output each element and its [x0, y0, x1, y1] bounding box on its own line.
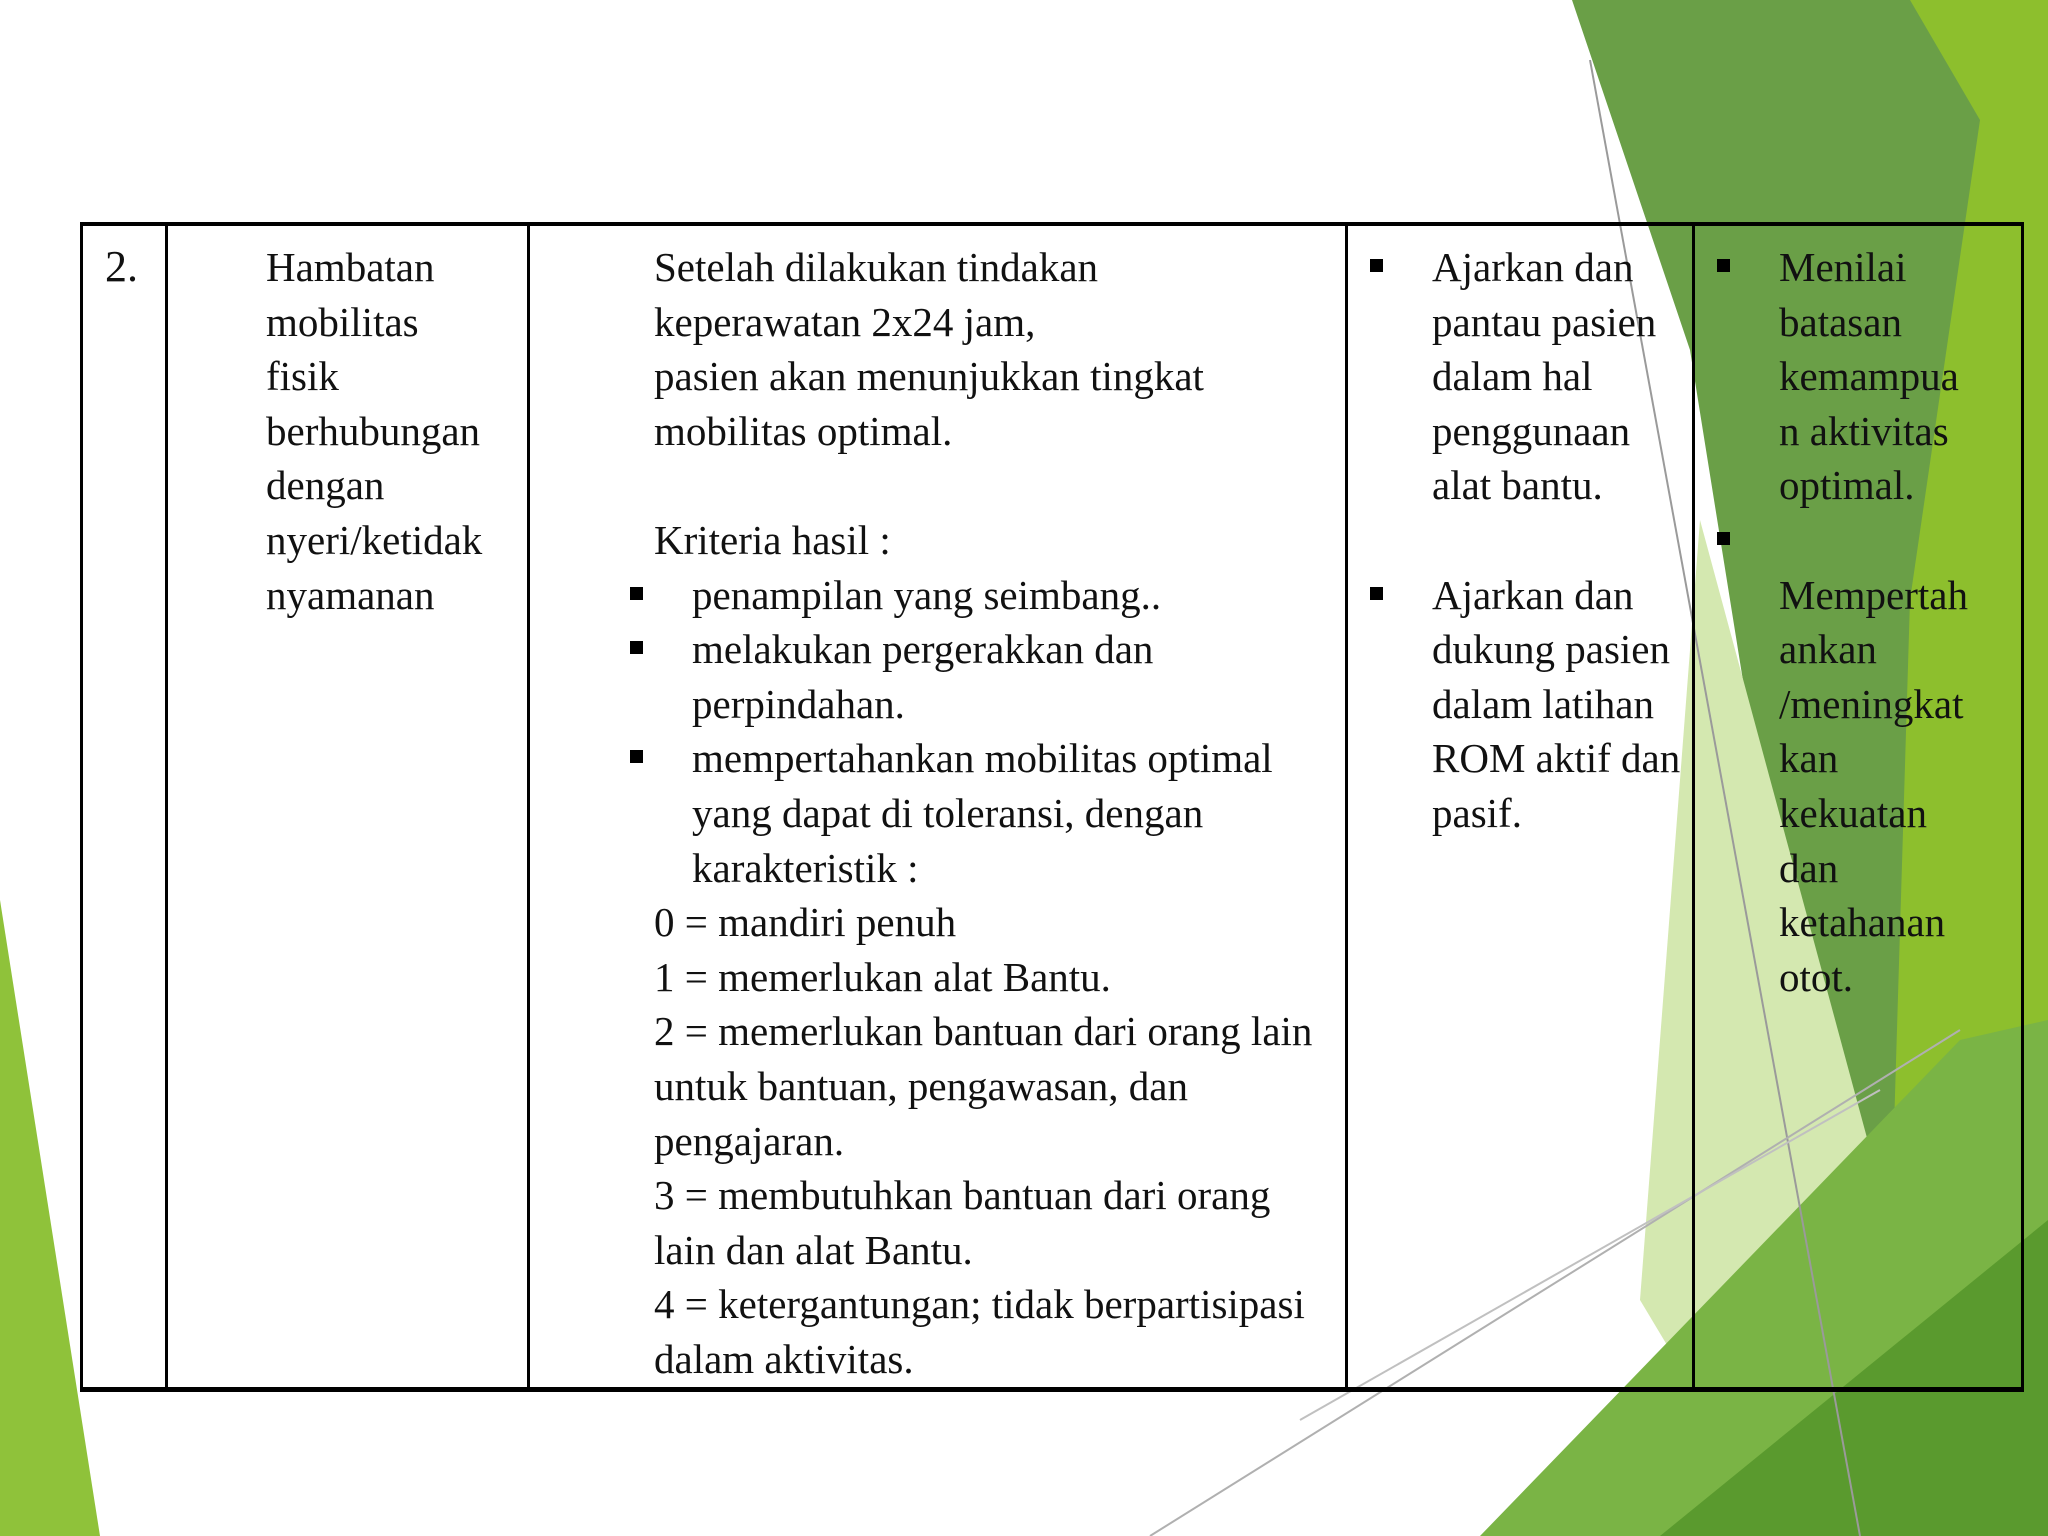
scale-item: 4 = ketergantungan; tidak berpartisipasi dalam aktivitas. [654, 1281, 1305, 1382]
diagnosis-cell [167, 224, 529, 1390]
diagnosis-line: nyeri/ketidak [266, 516, 483, 563]
rationale-line: batasan [1779, 298, 1902, 345]
intervention-cell [1347, 224, 1694, 1390]
intervention-item [1370, 568, 1692, 841]
outcome-cell [529, 224, 1347, 1390]
intervention-text: Ajarkan dan pantau pasien dalam hal penggunaan alat bantu. [1432, 244, 1657, 509]
rationale-line: Menilai [1779, 244, 1907, 290]
rationale-text [1779, 240, 2021, 513]
square-bullet-icon [1370, 587, 1383, 600]
rationale-line: otot. [1779, 953, 1854, 1000]
rationale-cell [1694, 224, 2023, 1390]
rationale-line: Mempertah [1779, 571, 1968, 618]
scale-item: 3 = membutuhkan bantuan dari orang lain dan alat Bantu. [654, 1172, 1271, 1273]
criteria-title: Kriteria hasil : [654, 516, 891, 563]
square-bullet-icon [630, 587, 643, 600]
square-bullet-icon [1717, 532, 1730, 545]
criteria-item [630, 568, 1337, 623]
row-number-cell [82, 224, 167, 1390]
outcome-intro-line: mobilitas optimal. [654, 407, 953, 454]
outcome-intro-line: Setelah dilakukan tindakan [654, 244, 1099, 290]
square-bullet-icon [1370, 259, 1383, 272]
rationale-content [1695, 240, 2021, 1004]
rationale-item [1717, 513, 2021, 1004]
rationale-line: optimal. [1779, 462, 1915, 509]
rationale-list [1717, 240, 2021, 1004]
scale-item: 2 = memerlukan bantuan dari orang lain untuk bantuan, pengawasan, dan pengajaran. [654, 1008, 1313, 1164]
criteria-list [630, 568, 1337, 896]
spacer [654, 458, 1337, 513]
criteria-item [630, 731, 1337, 895]
rationale-line: /meningkat [1779, 680, 1964, 727]
rationale-line: kekuatan [1779, 789, 1927, 836]
rationale-line: n aktivitas [1779, 407, 1949, 454]
diagnosis-line: fisik [266, 353, 339, 400]
criteria-text: melakukan pergerakkan dan perpindahan. [692, 626, 1154, 727]
intervention-text: Ajarkan dan dukung pasien dalam latihan ROM aktif dan pasif. [1432, 571, 1681, 836]
square-bullet-icon [630, 750, 643, 763]
intervention-item [1370, 240, 1692, 513]
outcome-content [530, 240, 1345, 1386]
diagnosis-line: dengan [266, 462, 385, 509]
row-number: 2. [105, 242, 138, 291]
criteria-text: penampilan yang seimbang.. [692, 571, 1162, 618]
outcome-intro-line: keperawatan 2x24 jam, [654, 298, 1036, 345]
diagnosis-line: Hambatan [266, 244, 435, 290]
rationale-item [1717, 240, 2021, 513]
intervention-list [1370, 240, 1692, 841]
scale-item: 1 = memerlukan alat Bantu. [654, 953, 1111, 1000]
table-row [82, 224, 2023, 1390]
diagnosis-line: mobilitas [266, 298, 419, 345]
criteria-item [630, 622, 1337, 731]
square-bullet-icon [630, 641, 643, 654]
rationale-text [1779, 513, 2021, 1004]
rationale-line: ankan [1779, 626, 1877, 673]
rationale-line: ketahanan [1779, 899, 1946, 946]
criteria-text: mempertahankan mobilitas optimal yang dapat di toleransi, dengan karakteristik : [692, 735, 1273, 891]
mobility-scale [654, 895, 1337, 1386]
diagnosis-line: nyamanan [266, 571, 435, 618]
rationale-line: kan [1779, 735, 1839, 782]
outcome-intro-line: pasien akan menunjukkan tingkat [654, 353, 1204, 400]
scale-item: 0 = mandiri penuh [654, 899, 957, 946]
diagnosis-line: berhubungan [266, 407, 481, 454]
square-bullet-icon [1717, 259, 1730, 272]
diagnosis-text [168, 240, 527, 622]
nursing-care-plan-table [80, 222, 2024, 1392]
intervention-content [1348, 240, 1692, 841]
rationale-line: kemampua [1779, 353, 1959, 400]
rationale-line: dan [1779, 844, 1839, 891]
